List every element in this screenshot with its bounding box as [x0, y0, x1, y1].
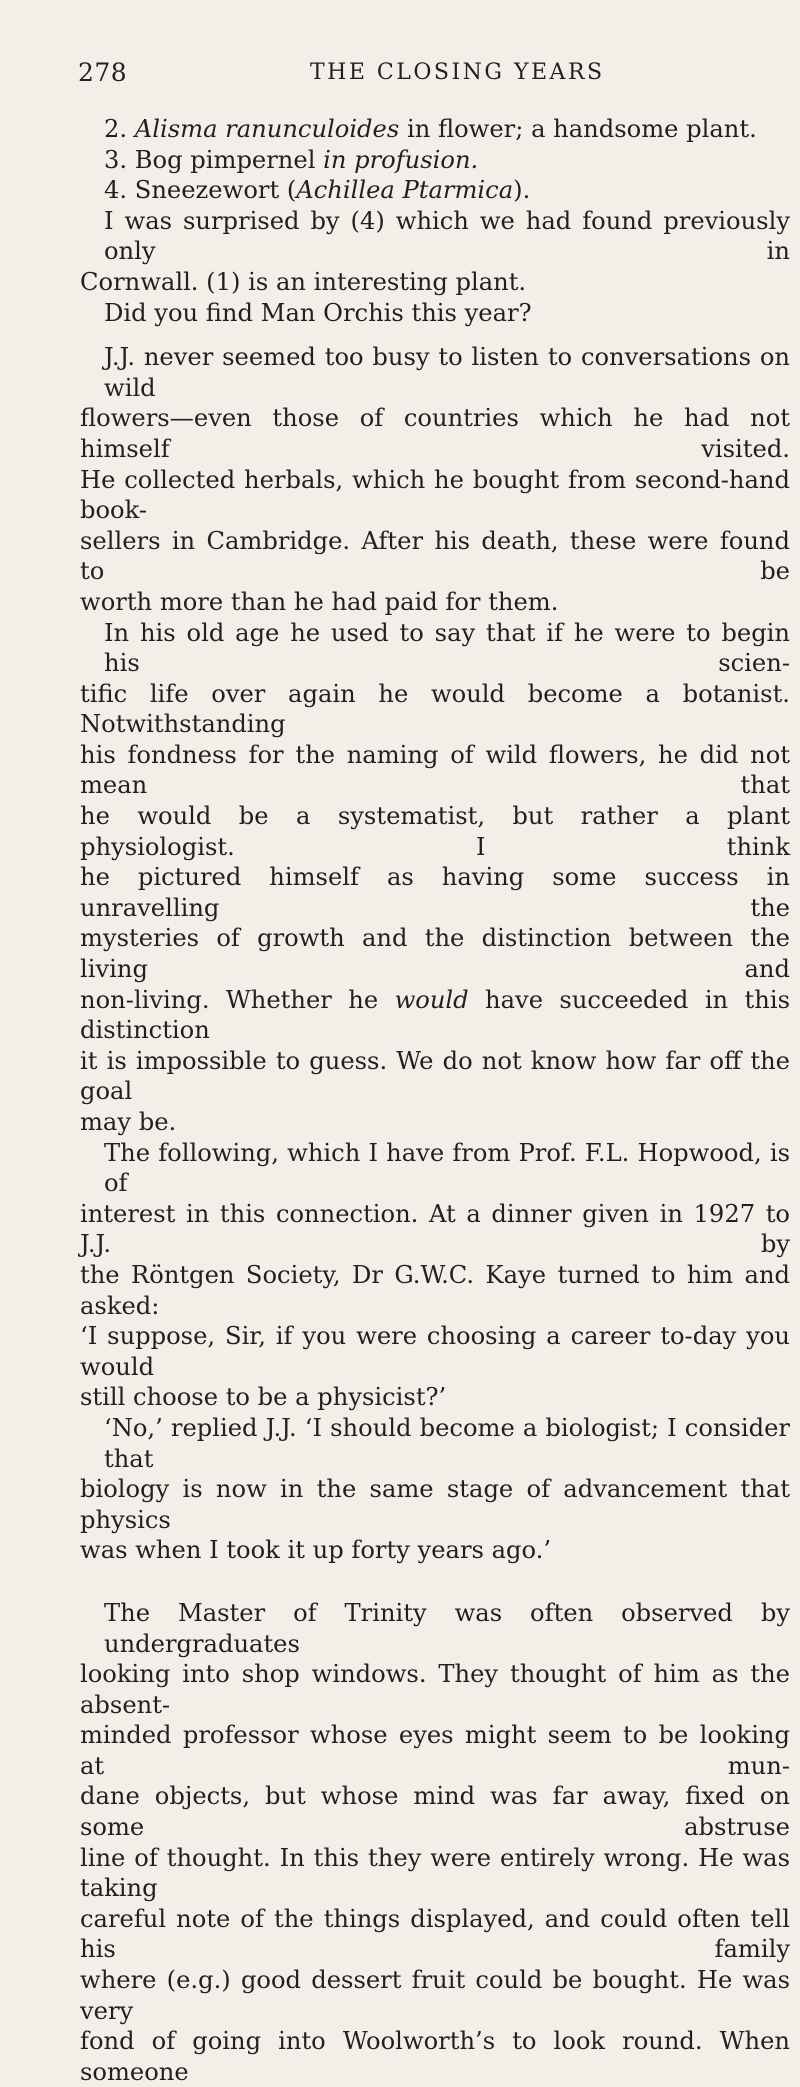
text-line: The Master of Trinity was often observed by undergraduates: [104, 1598, 790, 1658]
section-break: [80, 1566, 790, 1598]
text-line: The following, which I have from Prof. F.L. Hopwood, is of: [104, 1138, 790, 1198]
text-line: J.J. never seemed too busy to listen to conversations on wild: [104, 343, 790, 402]
text-line: fond of going into Woolworth’s to look round. When someone: [80, 2027, 790, 2086]
page-number: 278: [78, 58, 128, 87]
text-line: ‘No,’ replied J.J. ‘I should become a biologist; I consider that: [104, 1413, 790, 1473]
paragraph: [80, 618, 790, 1138]
running-head: THE CLOSING YEARS: [310, 60, 605, 85]
spacer: [80, 328, 790, 342]
text-line: mysteries of growth and the distinction between the living and: [80, 924, 790, 984]
text-line: the Röntgen Society, Dr G.W.C. Kaye turned to him and asked:: [80, 1260, 790, 1320]
text-line: careful note of the things displayed, and could often tell his family: [80, 1904, 790, 1964]
text-line: minded professor whose eyes might seem to be looking at mun-: [80, 1721, 790, 1780]
text-line: where (e.g.) good dessert fruit could be bought. He was very: [80, 1966, 790, 2025]
text-line: was when I took it up forty years ago.’: [80, 1536, 552, 1565]
text-line: interest in this connection. At a dinner given in 1927 to J.J. by: [80, 1199, 790, 1259]
paragraph: [80, 1138, 790, 1413]
text-line: looking into shop windows. They thought of him as the absent-: [80, 1660, 790, 1719]
text-line: non-living. Whether he would have succeeded in this distinction: [80, 985, 790, 1045]
text-line: ‘I suppose, Sir, if you were choosing a career to-day you would: [80, 1322, 790, 1381]
text-line: he would be a systematist, but rather a plant physiologist. I think: [80, 802, 790, 861]
plant-list: [80, 114, 790, 206]
text-line: sellers in Cambridge. After his death, these were found to be: [80, 526, 790, 586]
text-line: I was surprised by (4) which we had found previously only in: [104, 206, 790, 266]
text-line: dane objects, but whose mind was far away, fixed on some abstruse: [80, 1782, 790, 1842]
text-line: worth more than he had paid for them.: [80, 587, 559, 616]
list-item: 4. Sneezewort (Achillea Ptarmica).: [104, 176, 531, 205]
text-line: he pictured himself as having some success in unravelling the: [80, 863, 790, 922]
letter-excerpt: [80, 206, 790, 328]
text-line: biology is now in the same stage of advancement that physics: [80, 1475, 790, 1534]
text-line: his fondness for the naming of wild flowers, he did not mean that: [80, 740, 790, 800]
list-item: 2. Alisma ranunculoides in flower; a handsome plant.: [104, 115, 757, 143]
page-body: [80, 114, 790, 2087]
paragraph: [80, 1413, 790, 1566]
text-line: still choose to be a physicist?’: [80, 1383, 447, 1412]
text-line: it is impossible to guess. We do not know how far off the goal: [80, 1046, 790, 1106]
text-line: Did you find Man Orchis this year?: [104, 298, 532, 327]
list-item: 3. Bog pimpernel in profusion.: [104, 145, 479, 174]
text-line: flowers—even those of countries which he had not himself visited.: [80, 404, 790, 463]
page-header: [0, 58, 800, 98]
text-line: In his old age he used to say that if he were to begin his scien-: [104, 618, 790, 678]
text-line: line of thought. In this they were entirely wrong. He was taking: [80, 1843, 790, 1903]
text-line: Cornwall. (1) is an interesting plant.: [80, 267, 527, 296]
text-line: He collected herbals, which he bought from second-hand book-: [80, 465, 790, 525]
text-line: tific life over again he would become a botanist. Notwithstanding: [80, 679, 790, 739]
text-line: may be.: [80, 1108, 177, 1136]
paragraph: [80, 1598, 790, 2087]
paragraph: [80, 342, 790, 617]
